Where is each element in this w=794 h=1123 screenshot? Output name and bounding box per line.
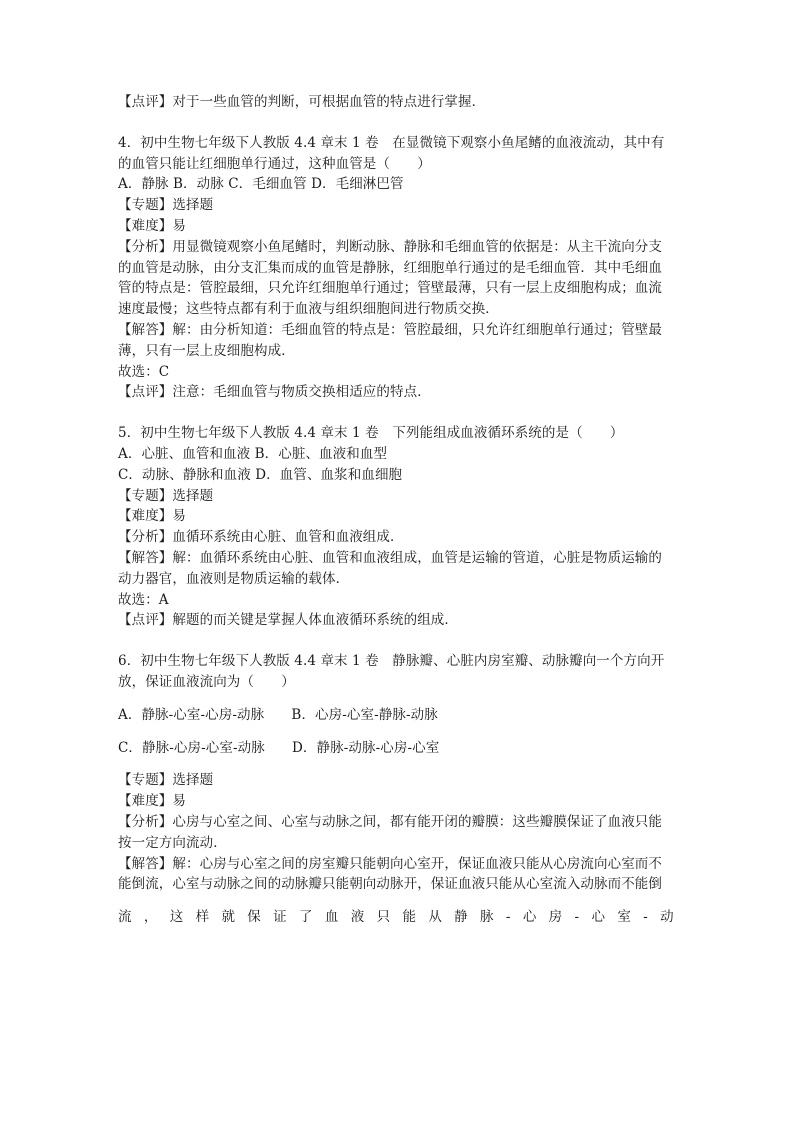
- q6-answer-line-2: 能倒流，心室与动脉之间的动脉瓣只能朝向动脉开，保证血液只能从心室流入动脉而不能倒: [118, 876, 662, 893]
- q6-answer-char: 心: [591, 909, 606, 926]
- q4-topic: 【专题】选择题: [118, 197, 214, 214]
- q6-answer-char: 液: [350, 909, 365, 926]
- q5-comment: 【点评】解题的而关键是掌握人体血液循环系统的组成．: [118, 612, 458, 629]
- q4-comment: 【点评】注意：毛细血管与物质交换相适应的特点．: [118, 384, 431, 401]
- q6-answer-char: ，: [143, 909, 158, 926]
- q4-options: A．静脉 B．动脉 C．毛细血管 D．毛细淋巴管: [118, 176, 404, 193]
- q6-answer-char: 保: [247, 909, 261, 926]
- q6-answer-char: 心: [522, 909, 537, 926]
- q6-answer-char: 流: [118, 909, 132, 926]
- q6-answer-char: 证: [273, 909, 287, 926]
- q6-options-cd: C．静脉-心房-心室-动脉 D．静脉-动脉-心房-心室: [118, 739, 440, 756]
- q4-analysis-line-2: 的血管是动脉，由分支汇集而成的血管是静脉，红细胞单行通过的是毛细血管．其中毛细血: [118, 259, 662, 276]
- q4-analysis-line-1: 【分析】用显微镜观察小鱼尾鳍时，判断动脉、静脉和毛细血管的依据是：从主干流向分支: [118, 238, 662, 255]
- q5-answer-line-2: 动力器官，血液则是物质运输的载体．: [118, 570, 350, 587]
- q5-topic: 【专题】选择题: [118, 487, 214, 504]
- q6-answer-char: 能: [402, 909, 417, 926]
- q4-stem-line-1: 4．初中生物七年级下人教版 4.4 章末 1 卷 在显微镜下观察小鱼尾鳍的血液流动，其中有: [118, 134, 665, 151]
- document-page: [118, 92, 678, 928]
- q6-stem-line-2: 放，保证血液流向为（ ）: [118, 673, 295, 690]
- q4-choice: 故选：C: [118, 363, 170, 380]
- q6-stem-line-1: 6．初中生物七年级下人教版 4.4 章末 1 卷 静脉瓣、心脏内房室瓣、动脉瓣向一个方向开: [118, 653, 665, 670]
- q6-answer-char: 静: [454, 909, 468, 926]
- q6-topic: 【专题】选择题: [118, 772, 214, 789]
- q5-answer-line-1: 【解答】解：血循环系统由心脏、血管和血液组成，血管是运输的管道，心脏是物质运输的: [118, 549, 662, 566]
- q3-comment: 【点评】对于一些血管的判断，可根据血管的特点进行掌握．: [118, 94, 486, 110]
- q4-difficulty: 【难度】易: [118, 217, 186, 234]
- q6-answer-char: -: [574, 909, 580, 926]
- q6-answer-char: -: [505, 909, 511, 926]
- q5-difficulty: 【难度】易: [118, 508, 186, 525]
- q4-analysis-line-3: 管的特点是：管腔最细，只允许红细胞单行通过；管壁最薄，只有一层上皮细胞构成；血流: [118, 280, 662, 297]
- q6-answer-char: 就: [221, 909, 236, 926]
- q6-analysis-line-1: 【分析】心房与心室之间、心室与动脉之间，都有能开闭的瓣膜：这些瓣膜保证了血液只能: [118, 813, 662, 830]
- q6-answer-char: -: [643, 909, 648, 926]
- q5-choice: 故选：A: [118, 591, 169, 608]
- q6-answer-char: 这: [169, 909, 184, 926]
- q6-options-ab: A．静脉-心室-心房-动脉 B．心房-心室-静脉-动脉: [118, 706, 438, 723]
- q6-answer-line-3-justified: [118, 907, 674, 928]
- q6-answer-char: 只: [376, 909, 391, 926]
- q4-answer-line-2: 薄，只有一层上皮细胞构成．: [118, 342, 295, 359]
- q4-answer-line-1: 【解答】解：由分析知道：毛细血管的特点是：管腔最细，只允许红细胞单行通过；管壁最: [118, 321, 662, 338]
- q6-difficulty: 【难度】易: [118, 793, 186, 810]
- question-5: [118, 423, 678, 631]
- q4-stem-line-2: 的血管只能让红细胞单行通过，这种血管是（ ）: [118, 155, 431, 172]
- q6-answer-char: 血: [324, 909, 339, 926]
- q6-answer-char: 室: [617, 909, 631, 926]
- q4-analysis-line-4: 速度最慢；这些特点都有利于血液与组织细胞间进行物质交换．: [118, 301, 499, 318]
- q5-analysis: 【分析】血循环系统由心脏、血管和血液组成．: [118, 529, 404, 546]
- q6-answer-char: 房: [548, 909, 563, 926]
- q6-analysis-line-2: 按一定方向流动．: [118, 834, 227, 851]
- question-4: [118, 133, 678, 403]
- q6-answer-char: 动: [660, 909, 674, 926]
- q6-answer-char: 样: [195, 909, 210, 926]
- question-6: [118, 651, 678, 928]
- q5-options-line-2: C．动脉、静脉和血液 D．血管、血浆和血细胞: [118, 466, 403, 483]
- q6-answer-char: 脉: [480, 909, 494, 926]
- q6-answer-char: 了: [299, 909, 313, 926]
- q6-answer-char: 从: [428, 909, 442, 926]
- q6-answer-line-1: 【解答】解：心房与心室之间的房室瓣只能朝向心室开，保证血液只能从心房流向心室而不: [118, 855, 662, 872]
- q5-options-line-1: A．心脏、血管和血液 B．心脏、血液和血型: [118, 445, 388, 462]
- q5-stem: 5．初中生物七年级下人教版 4.4 章末 1 卷 下列能组成血液循环系统的是（ ）: [118, 425, 624, 442]
